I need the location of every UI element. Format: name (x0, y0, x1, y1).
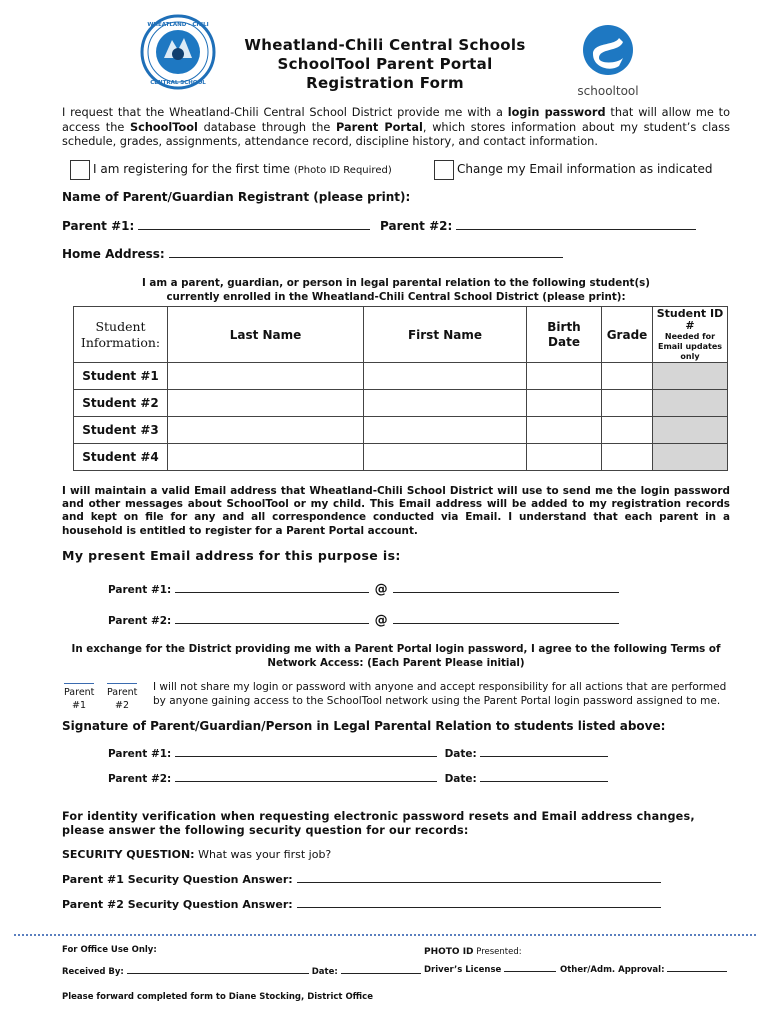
student-row (74, 444, 728, 471)
signature-parent1-date-field[interactable] (480, 756, 608, 757)
registrant-heading: Name of Parent/Guardian Registrant (please print): (62, 190, 411, 204)
student-row-label: Student #4 (74, 444, 168, 471)
svg-text:CENTRAL SCHOOL: CENTRAL SCHOOL (150, 80, 206, 86)
initial-parent1-field[interactable]: Parent #1 (64, 683, 94, 712)
email-commitment-paragraph: I will maintain a valid Email address that Wheatland-Chili School District will use to send me the login password and other messages about SchoolTool or my child. This Email address will be added to my registration records and kept on file for any and all correspondence conducted via Email. I understand that each parent in a household is entitled to register for a Parent Portal account. (62, 485, 730, 537)
student-3-grade[interactable] (602, 417, 653, 444)
received-by (62, 967, 421, 977)
email-parent1-label: Parent #1: (108, 584, 172, 596)
signature-parent1 (108, 748, 608, 760)
office-divider (14, 934, 756, 936)
signature-parent2-label: Parent #2: (108, 773, 172, 785)
student-table-header (74, 307, 728, 363)
svg-text:WHEATLAND - CHILI: WHEATLAND - CHILI (147, 22, 209, 28)
student-row (74, 390, 728, 417)
student-1-first-name[interactable] (364, 363, 527, 390)
student-row-label: Student #3 (74, 417, 168, 444)
first-time-label: I am registering for the first time (Photo ID Required) (93, 162, 392, 176)
col-student-id: Student ID # Needed for Email updates only (653, 307, 728, 363)
home-address-label: Home Address: (62, 247, 165, 261)
students-intro-line-1: I am a parent, guardian, or person in legal parental relation to the following student(s) (141, 277, 651, 289)
col-grade: Grade (602, 307, 653, 363)
student-4-grade[interactable] (602, 444, 653, 471)
schooltool-logo (575, 24, 641, 98)
registrant-parent2-field[interactable] (456, 229, 696, 230)
student-2-id[interactable] (653, 390, 728, 417)
verify-line-2: please answer the following security question for our records: (62, 824, 469, 837)
registrant-parent1 (62, 219, 370, 233)
student-3-last-name[interactable] (168, 417, 364, 444)
intro-text-2: that will allow me to access the (62, 106, 730, 134)
schooltool-logo-text: schooltool (577, 84, 639, 98)
email-parent1-domain-field[interactable] (393, 592, 619, 593)
home-address-field[interactable] (169, 257, 563, 258)
signature-date-label: Date: (444, 773, 477, 785)
student-2-first-name[interactable] (364, 390, 527, 417)
intro-text-4: , which stores information about my student’s class schedule, grades, assignments, attendance record, discipline history, and contact information. (62, 120, 730, 148)
title-line-2: SchoolTool Parent Portal (277, 55, 493, 73)
photo-id-rest: Presented: (473, 947, 522, 957)
initial-parent2-field[interactable]: Parent #2 (107, 683, 137, 712)
other-approval-label: Other/Adm. Approval: (560, 965, 665, 975)
first-time-checkbox[interactable] (70, 160, 90, 180)
received-by-label: Received By: (62, 967, 124, 977)
col-first-name: First Name (364, 307, 527, 363)
email-heading: My present Email address for this purpose is: (62, 548, 401, 563)
student-4-first-name[interactable] (364, 444, 527, 471)
drivers-license-field[interactable] (504, 971, 556, 972)
security-answer-parent2 (62, 898, 661, 911)
student-1-grade[interactable] (602, 363, 653, 390)
student-4-birth-date[interactable] (527, 444, 602, 471)
security-question (62, 848, 331, 861)
intro-paragraph (62, 106, 730, 150)
students-intro (62, 276, 730, 304)
student-4-id[interactable] (653, 444, 728, 471)
registrant-parent1-label: Parent #1: (62, 219, 135, 233)
student-1-birth-date[interactable] (527, 363, 602, 390)
students-intro-line-2: currently enrolled in the Wheatland-Chili Central School District (please print): (166, 291, 626, 303)
signature-parent2 (108, 773, 608, 785)
registrant-parent2-label: Parent #2: (380, 219, 453, 233)
terms-line-2: Network Access: (Each Parent Please initial) (267, 657, 525, 669)
signature-heading: Signature of Parent/Guardian/Person in Legal Parental Relation to students listed above: (62, 719, 666, 733)
student-2-last-name[interactable] (168, 390, 364, 417)
email-parent2 (108, 613, 619, 628)
title-line-3: Registration Form (306, 74, 464, 92)
intro-text-3: database through the (197, 120, 337, 134)
home-address (62, 247, 563, 261)
change-email-checkbox[interactable] (434, 160, 454, 180)
registrant-parent1-field[interactable] (138, 229, 370, 230)
email-parent1-user-field[interactable] (175, 592, 369, 593)
email-parent2-label: Parent #2: (108, 615, 172, 627)
terms-line-1: In exchange for the District providing me with a Parent Portal login password, I agree to the following Terms of (71, 643, 721, 655)
photo-id-label: PHOTO ID (424, 947, 474, 957)
security-question-text: What was your first job? (198, 848, 332, 861)
intro-bold-1: login password (507, 106, 606, 119)
signature-parent2-date-field[interactable] (480, 781, 608, 782)
forward-instruction: Please forward completed form to Diane Stocking, District Office (62, 992, 373, 1002)
drivers-license (424, 965, 556, 975)
student-row (74, 363, 728, 390)
security-question-label: SECURITY QUESTION: (62, 848, 195, 861)
email-parent2-domain-field[interactable] (393, 623, 619, 624)
signature-date-label: Date: (444, 748, 477, 760)
at-symbol: @ (374, 613, 388, 628)
change-email-label: Change my Email information as indicated (457, 162, 713, 176)
signature-parent2-field[interactable] (175, 781, 437, 782)
student-row-label: Student #1 (74, 363, 168, 390)
col-student-info: Student Information: (74, 307, 168, 363)
student-1-last-name[interactable] (168, 363, 364, 390)
student-3-first-name[interactable] (364, 417, 527, 444)
terms-text: I will not share my login or password with anyone and accept responsibility for all actions that are performed by anyone gaining access to the SchoolTool network using the Parent Portal login password assigned to me. (153, 681, 727, 707)
other-approval-field[interactable] (667, 971, 727, 972)
student-row (74, 417, 728, 444)
student-table (73, 306, 728, 471)
signature-parent1-field[interactable] (175, 756, 437, 757)
signature-parent1-label: Parent #1: (108, 748, 172, 760)
terms-heading (62, 642, 730, 670)
photo-id-presented (424, 947, 522, 957)
verify-line-1: For identity verification when requesting electronic password resets and Email address changes, (62, 810, 695, 823)
drivers-license-label: Driver’s License (424, 965, 502, 975)
security-answer1-field[interactable] (297, 882, 661, 883)
email-parent1 (108, 582, 619, 597)
student-3-birth-date[interactable] (527, 417, 602, 444)
other-approval (560, 965, 727, 975)
intro-bold-3: Parent Portal (336, 120, 423, 134)
security-answer1-label: Parent #1 Security Question Answer: (62, 873, 293, 886)
student-row-label: Student #2 (74, 390, 168, 417)
form-title (200, 36, 570, 93)
col-birth-date: Birth Date (527, 307, 602, 363)
student-2-grade[interactable] (602, 390, 653, 417)
security-answer2-field[interactable] (297, 907, 661, 908)
intro-text-1: I request that the Wheatland-Chili Central School District provide me with a (62, 106, 508, 119)
office-date-field[interactable] (341, 973, 421, 974)
verification-heading (62, 810, 695, 838)
email-parent2-user-field[interactable] (175, 623, 369, 624)
student-3-id[interactable] (653, 417, 728, 444)
student-2-birth-date[interactable] (527, 390, 602, 417)
security-answer-parent1 (62, 873, 661, 886)
at-symbol: @ (374, 582, 388, 597)
title-line-1: Wheatland-Chili Central Schools (244, 36, 526, 54)
photo-id-note: (Photo ID Required) (293, 165, 392, 176)
student-4-last-name[interactable] (168, 444, 364, 471)
col-last-name: Last Name (168, 307, 364, 363)
office-use-label: For Office Use Only: (62, 945, 157, 955)
office-date-label: Date: (311, 967, 338, 977)
security-answer2-label: Parent #2 Security Question Answer: (62, 898, 293, 911)
registrant-parent2 (380, 219, 696, 233)
intro-bold-2: SchoolTool (130, 120, 198, 134)
student-1-id[interactable] (653, 363, 728, 390)
received-by-field[interactable] (127, 973, 309, 974)
